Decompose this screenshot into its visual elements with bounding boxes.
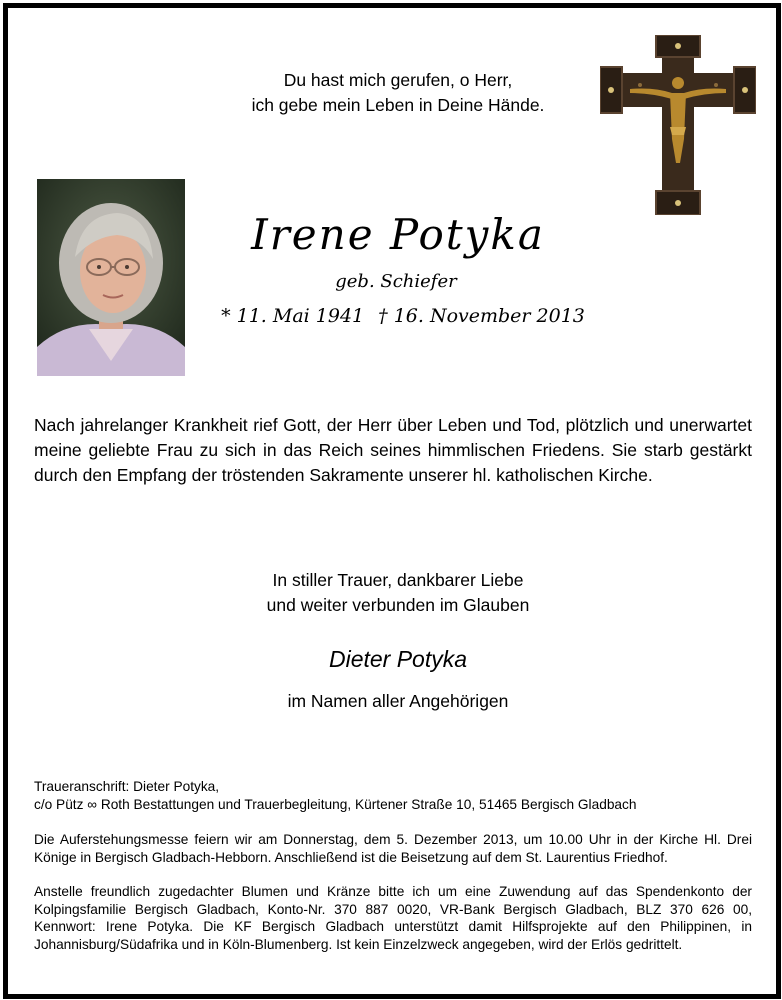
motto-verse xyxy=(198,68,598,118)
birth-date: * 11. Mai 1941 xyxy=(221,305,365,327)
mass-info: Die Auferstehungsmesse feiern wir am Donnerstag, dem 5. Dezember 2013, um 10.00 Uhr in der Kirche Hl. Drei Könige in Bergisch Gladbach-Hebborn. Anschließend ist die Beisetzung auf dem St. Laurentius Friedhof. xyxy=(34,832,752,865)
motto-line-2: ich gebe mein Leben in Deine Hände. xyxy=(251,95,545,115)
obituary-notice xyxy=(3,3,781,999)
address-line-2: c/o Pütz ∞ Roth Bestattungen und Trauerbegleitung, Kürtener Straße 10, 51465 Bergisch Gladbach xyxy=(34,796,637,812)
on-behalf-text: im Namen aller Angehörigen xyxy=(287,691,509,711)
crucifix-icon xyxy=(600,35,756,215)
deceased-name: Irene Potyka xyxy=(251,210,545,259)
signer-name: Dieter Potyka xyxy=(328,646,468,672)
life-dates xyxy=(193,305,613,327)
portrait-photo xyxy=(37,179,185,376)
mourning-line-1: In stiller Trauer, dankbarer Liebe xyxy=(272,570,524,590)
mourning-address xyxy=(34,778,752,813)
announcement-text: Nach jahrelanger Krankheit rief Gott, der Herr über Leben und Tod, plötzlich und unerwartet meine geliebte Frau zu sich in das Reich seines himmlischen Friedens. Sie starb gestärkt durch den Empfang der tröstenden Sakramente unserer hl. katholischen Kirche. xyxy=(34,415,752,485)
death-date: † 16. November 2013 xyxy=(378,305,585,327)
donation-info: Anstelle freundlich zugedachter Blumen und Kränze bitte ich um eine Zuwendung auf das Spendenkonto der Kolpingsfamilie Bergisch Gladbach, Konto-Nr. 370 887 0020, VR-Bank Bergisch Gladbach, BLZ 370 626 00, Kennwort: Irene Potyka. Die KF Bergisch Gladbach unterstützt damit Hilfsprojekte auf den Philippinen, in Johannisburg/Südafrika und in Köln-Blumenberg. Ist kein Einzelzweck angegeben, wird der Erlös gedrittelt. xyxy=(34,884,752,952)
mourning-phrase xyxy=(198,568,598,618)
motto-line-1: Du hast mich gerufen, o Herr, xyxy=(283,70,513,90)
mourning-line-2: und weiter verbunden im Glauben xyxy=(266,595,530,615)
address-line-1: Traueranschrift: Dieter Potyka, xyxy=(34,779,220,794)
birth-name: geb. Schiefer xyxy=(335,271,457,292)
